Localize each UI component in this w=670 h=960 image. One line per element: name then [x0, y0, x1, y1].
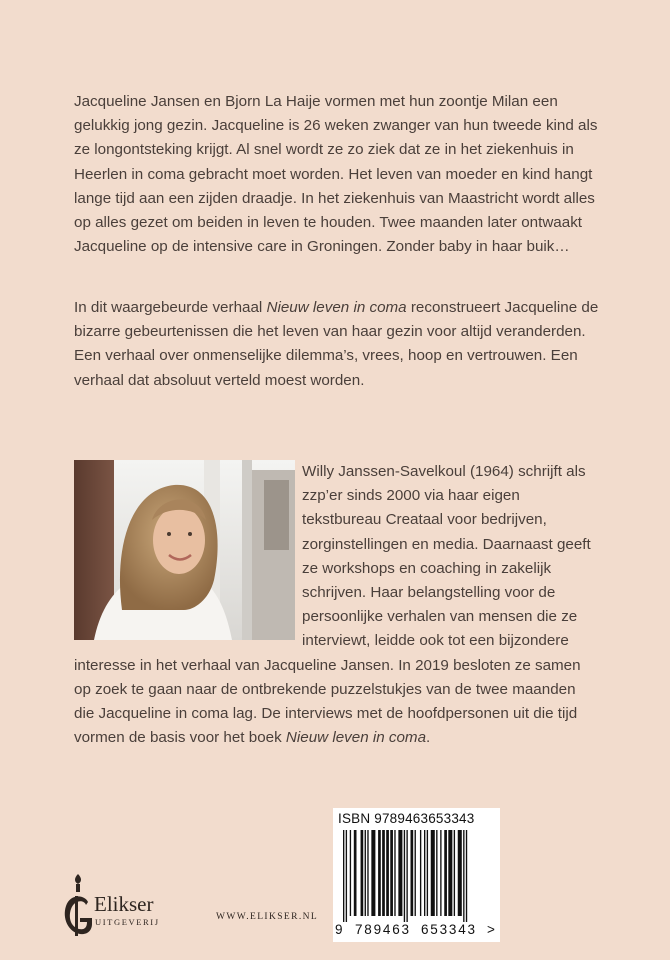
barcode-bar: [354, 830, 357, 916]
barcode-bar: [350, 830, 351, 916]
barcode-guard-bar: [346, 830, 347, 922]
barcode-bar: [390, 830, 393, 916]
barcode-bar: [382, 830, 385, 916]
author-bio-end: .: [426, 729, 431, 747]
barcode-bar: [427, 830, 428, 916]
barcode-guard-bar: [463, 830, 464, 922]
barcode-guard-bar: [406, 830, 407, 922]
barcode-bar: [431, 830, 435, 916]
barcode-bar: [411, 830, 414, 916]
blurb-paragraph-1: Jacqueline Jansen en Bjorn La Haije vormen met hun zoontje Milan een gelukkig jong gezin. Jacqueline is 26 weken zwanger van hun tweede kind als ze longontsteking krijgt. Al snel wordt ze zo ziek dat ze in het ziekenhuis in Heerlen in coma gebracht moet worden. Het leven van moeder en kind hangt lange tijd aan een zijden draadje. In het ziekenhuis van Maastricht wordt alles op alles gezet om beiden in leven te houden. Twee maanden later ontwaakt Jacqueline op de intensive care in Groningen. Zonder baby in haar buik…: [74, 93, 598, 256]
barcode-bar: [420, 830, 421, 916]
barcode-guard-bar: [404, 830, 405, 922]
blurb-p2-before: In dit waargebeurde verhaal: [74, 299, 267, 316]
barcode-bar: [361, 830, 364, 916]
publisher-name: Elikser: [94, 892, 154, 916]
barcode-bar: [448, 830, 452, 916]
publisher-website: WWW.ELIKSER.NL: [216, 912, 319, 922]
blurb-p2-after: reconstrueert Jacqueline de bizarre gebeurtenissen die het leven van haar gezin voor altijd veranderden. Een verhaal over onmenselijke dilemma’s, vrees, hoop en vertrouwen. Een verhaal dat absoluut verteld moest worden.: [74, 299, 599, 389]
barcode-bar: [424, 830, 425, 916]
barcode-bar: [367, 830, 368, 916]
isbn-label: ISBN 9789463653343: [338, 811, 475, 826]
barcode-bar: [365, 830, 366, 916]
author-bio-book-title: Nieuw leven in coma: [285, 729, 427, 747]
author-bio: [74, 460, 600, 750]
barcode: [337, 830, 495, 922]
blurb-paragraph-2: [74, 296, 600, 393]
author-bio-text: Willy Janssen-Savelkoul (1964) schrijft als zzp’er sinds 2000 via haar eigen tekstbureau Creataal voor bedrijven, zorginstellingen en media. Daarnaast geeft ze workshops en coaching in zakelijk schrijven. Haar belangstelling voor de persoonlijke verhalen van mensen die ze interviewt, leidde ook tot een bijzondere interesse in het verhaal van Jacqueline Jansen. In 2019 besloten ze samen op zoek te gaan naar de ontbrekende puzzelstukjes van de twee maanden die Jacqueline in coma lag. De interviews met de hoofdpersonen uit die tijd vormen de basis voor het boek: [74, 463, 591, 747]
barcode-bar: [378, 830, 381, 916]
barcode-bar: [444, 830, 447, 916]
barcode-bar: [436, 830, 437, 916]
barcode-bar: [454, 830, 455, 916]
barcode-bar: [371, 830, 375, 916]
isbn-arrow: >: [487, 922, 495, 937]
barcode-bar: [394, 830, 395, 916]
isbn-digits: [333, 920, 500, 942]
barcode-bar: [386, 830, 389, 916]
barcode-bar: [398, 830, 402, 916]
isbn-digits-right: 653343: [421, 922, 477, 937]
blurb-book-title: Nieuw leven in coma: [266, 299, 407, 316]
isbn-digit-first: 9: [335, 922, 343, 937]
publisher-logo-icon: [58, 872, 98, 942]
publisher-subtitle: UITGEVERIJ: [95, 917, 160, 927]
barcode-bar: [458, 830, 462, 916]
barcode-guard-bar: [466, 830, 467, 922]
barcode-guard-bar: [343, 830, 344, 922]
isbn-digits-left: 789463: [355, 922, 411, 937]
barcode-bar: [440, 830, 441, 916]
barcode-bar: [415, 830, 416, 916]
